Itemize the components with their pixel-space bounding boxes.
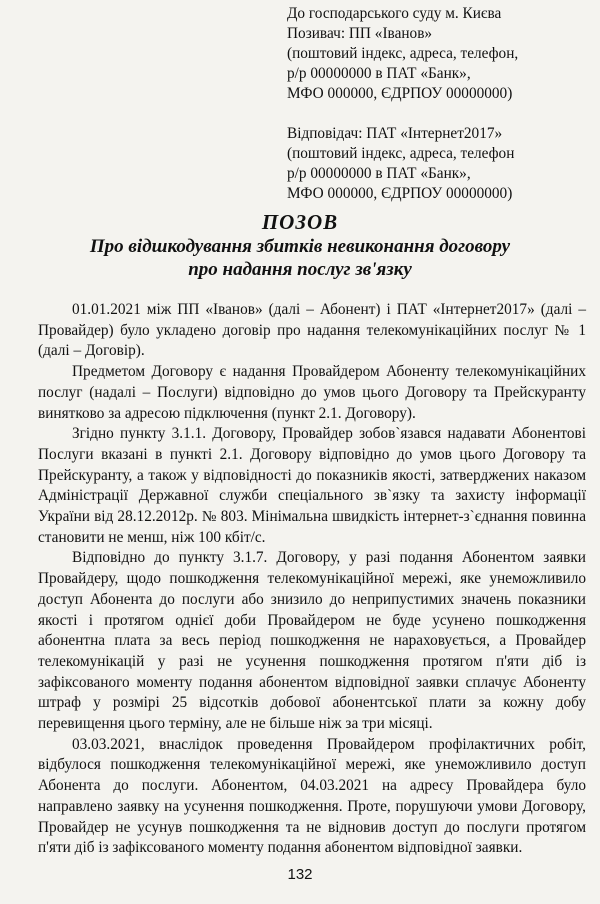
addressee-block [287,4,587,204]
claim-subtitle-line-1: Про відшкодування збитків невиконання договору [89,236,511,257]
paragraph: 01.01.2021 між ПП «Іванов» (далі – Абонент) і ПАТ «Інтернет2017» (далі – Провайдер) було укладено договір про надання телекомунікаційних послуг № 1 (далі – Договір). [38,301,586,360]
plaintiff-mfo: МФО 000000, ЄДРПОУ 00000000) [287,85,513,102]
plaintiff-address: (поштовий індекс, адреса, телефон, [287,45,519,62]
page-number: 132 [287,866,313,883]
court-line: До господарського суду м. Києва [287,5,502,22]
claim-body [38,300,586,859]
claim-title-block [0,209,600,281]
defendant-address: (поштовий індекс, адреса, телефон [287,145,515,162]
paragraph: Відповідно до пункту 3.1.7. Договору, у разі подання Абонентом заявки Провайдеру, щодо пошкодження телекомунікаційної мережі, яке унеможливило доступ Абонента до послуги або знизило до неприпустимих значень показники якості і протягом однієї доби Провайдером не буде усунено пошкодження абонентна плата за весь період пошкодження не нараховується, а Провайдер телекомунікацій у разі не усунення пошкодження протягом п'яти діб із зафіксованого моменту подання абонентом відповідної заявки сплачує Абоненту штраф у розмірі 25 відсотків добової абонентської плати за кожну добу перевищення цього терміну, але не більше ніж за три місяці. [38,549,586,733]
paragraph: 03.03.2021, внаслідок проведення Провайдером профілактичних робіт, відбулося пошкодження телекомунікаційної мережі, яке унеможливило доступ Абонента до послуги. Абонентом, 04.03.2021 на адресу Провайдера було направлено заявку на усунення пошкодження. Проте, порушуючи умови Договору, Провайдер не усунув пошкодження та не відновив доступ до послуги протягом п'яти діб із зафіксованого моменту подання абонентом відповідної заявки. [38,735,586,857]
defendant-label: Відповідач: ПАТ «Інтернет2017» [287,125,503,142]
plaintiff-account: р/р 00000000 в ПАТ «Банк», [287,65,471,82]
defendant-mfo: МФО 000000, ЄДРПОУ 00000000) [287,185,513,202]
defendant-account: р/р 00000000 в ПАТ «Банк», [287,165,471,182]
plaintiff-label: Позивач: ПП «Іванов» [287,25,433,42]
paragraph: Згідно пункту 3.1.1. Договору, Провайдер зобов`язався надавати Абонентові Послуги вказані в пункті 2.1. Договору відповідно до умов цього Договору та Прейскуранту, а також у відповідності до показників якості, затверджених наказом Адміністрації Державної служби спеціального зв`язку та захисту інформації України від 28.12.2012р. № 803. Мінімальна швидкість інтернет-з`єднання повинна становити не менш, ніж 100 кбіт/с. [38,425,586,546]
claim-subtitle-line-2: про надання послуг зв'язку [188,259,412,280]
paragraph: Предметом Договору є надання Провайдером Абоненту телекомунікаційних послуг (надалі – Послуги) відповідно до умов цього Договору та Прейскуранту винятково за адресою підключення (пункт 2.1. Договору). [38,363,586,422]
claim-title: ПОЗОВ [261,210,339,234]
